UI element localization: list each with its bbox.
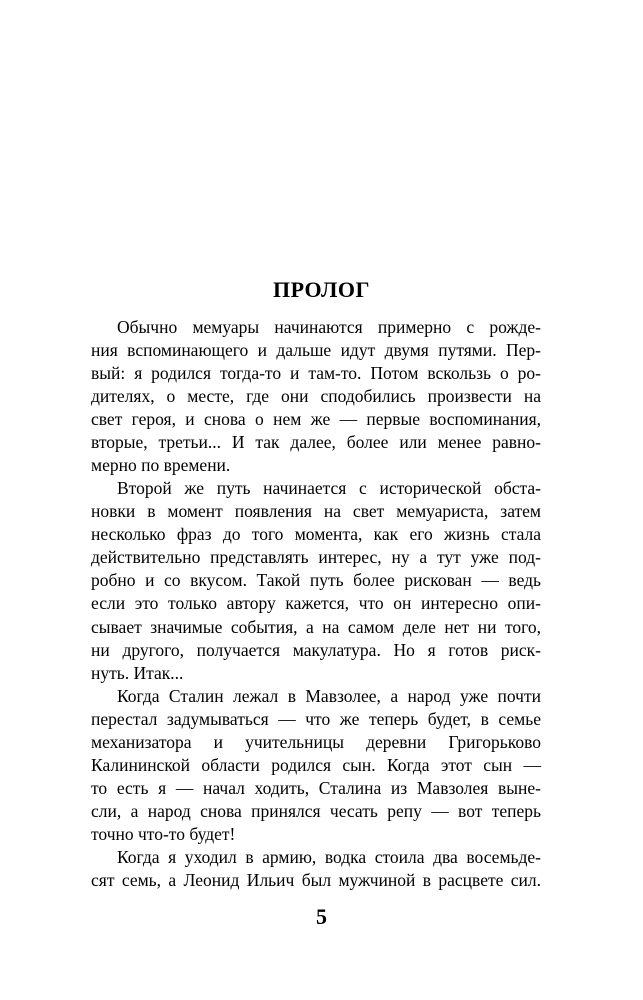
text-line: ни другого, получается макулатура. Но я готов риск-: [91, 639, 541, 660]
text-line: мерно по времени.: [91, 455, 231, 476]
text-line: робно и со вкусом. Такой путь более рискован — ведь: [91, 570, 541, 591]
text-line: сывает значимые события, а на самом деле нет ни того,: [91, 616, 541, 637]
text-line: Когда Сталин лежал в Мавзолее, а народ уже почти: [117, 685, 541, 706]
text-line: новки в момент появления на свет мемуариста, затем: [91, 501, 541, 522]
text-line: то есть я — начал ходить, Сталина из Мавзолея выне-: [91, 777, 541, 798]
text-line: сят семь, а Леонид Ильич был мужчиной в расцвете сил.: [91, 869, 541, 890]
text-line: Калининской области родился сын. Когда этот сын —: [91, 754, 541, 775]
text-line: вторые, третьи... И так далее, более или менее равно-: [91, 432, 541, 453]
text-line: Когда я уходил в армию, водка стоила два восемьде-: [117, 846, 541, 867]
text-line: механизатора и учительницы деревни Григорьково: [91, 731, 541, 752]
text-line: если это только автору кажется, что он интересно опи-: [91, 593, 541, 614]
text-line: вый: я родился тогда-то и там-то. Потом вскользь о ро-: [91, 363, 541, 384]
text-line: нуть. Итак...: [91, 662, 184, 683]
chapter-title: ПРОЛОГ: [273, 277, 370, 302]
text-line: свет героя, и снова о нем же — первые воспоминания,: [91, 409, 541, 430]
text-line: Обычно мемуары начинаются примерно с рожде-: [117, 317, 541, 337]
page-number: 5: [316, 904, 327, 929]
text-line: дителях, о месте, где они сподобились произвести на: [91, 386, 541, 407]
text-line: ния вспоминающего и дальше идут двумя путями. Пер-: [91, 340, 541, 361]
text-line: точно что-то будет!: [91, 823, 236, 844]
text-line: действительно представлять интерес, ну а тут уже под-: [91, 547, 541, 568]
text-line: перестал задумываться — что же теперь будет, в семье: [91, 708, 541, 729]
text-line: несколько фраз до того момента, как его жизнь стала: [91, 524, 541, 545]
text-line: Второй же путь начинается с исторической обста-: [117, 478, 541, 499]
text-line: сли, а народ снова принялся чесать репу — вот теперь: [91, 800, 541, 821]
